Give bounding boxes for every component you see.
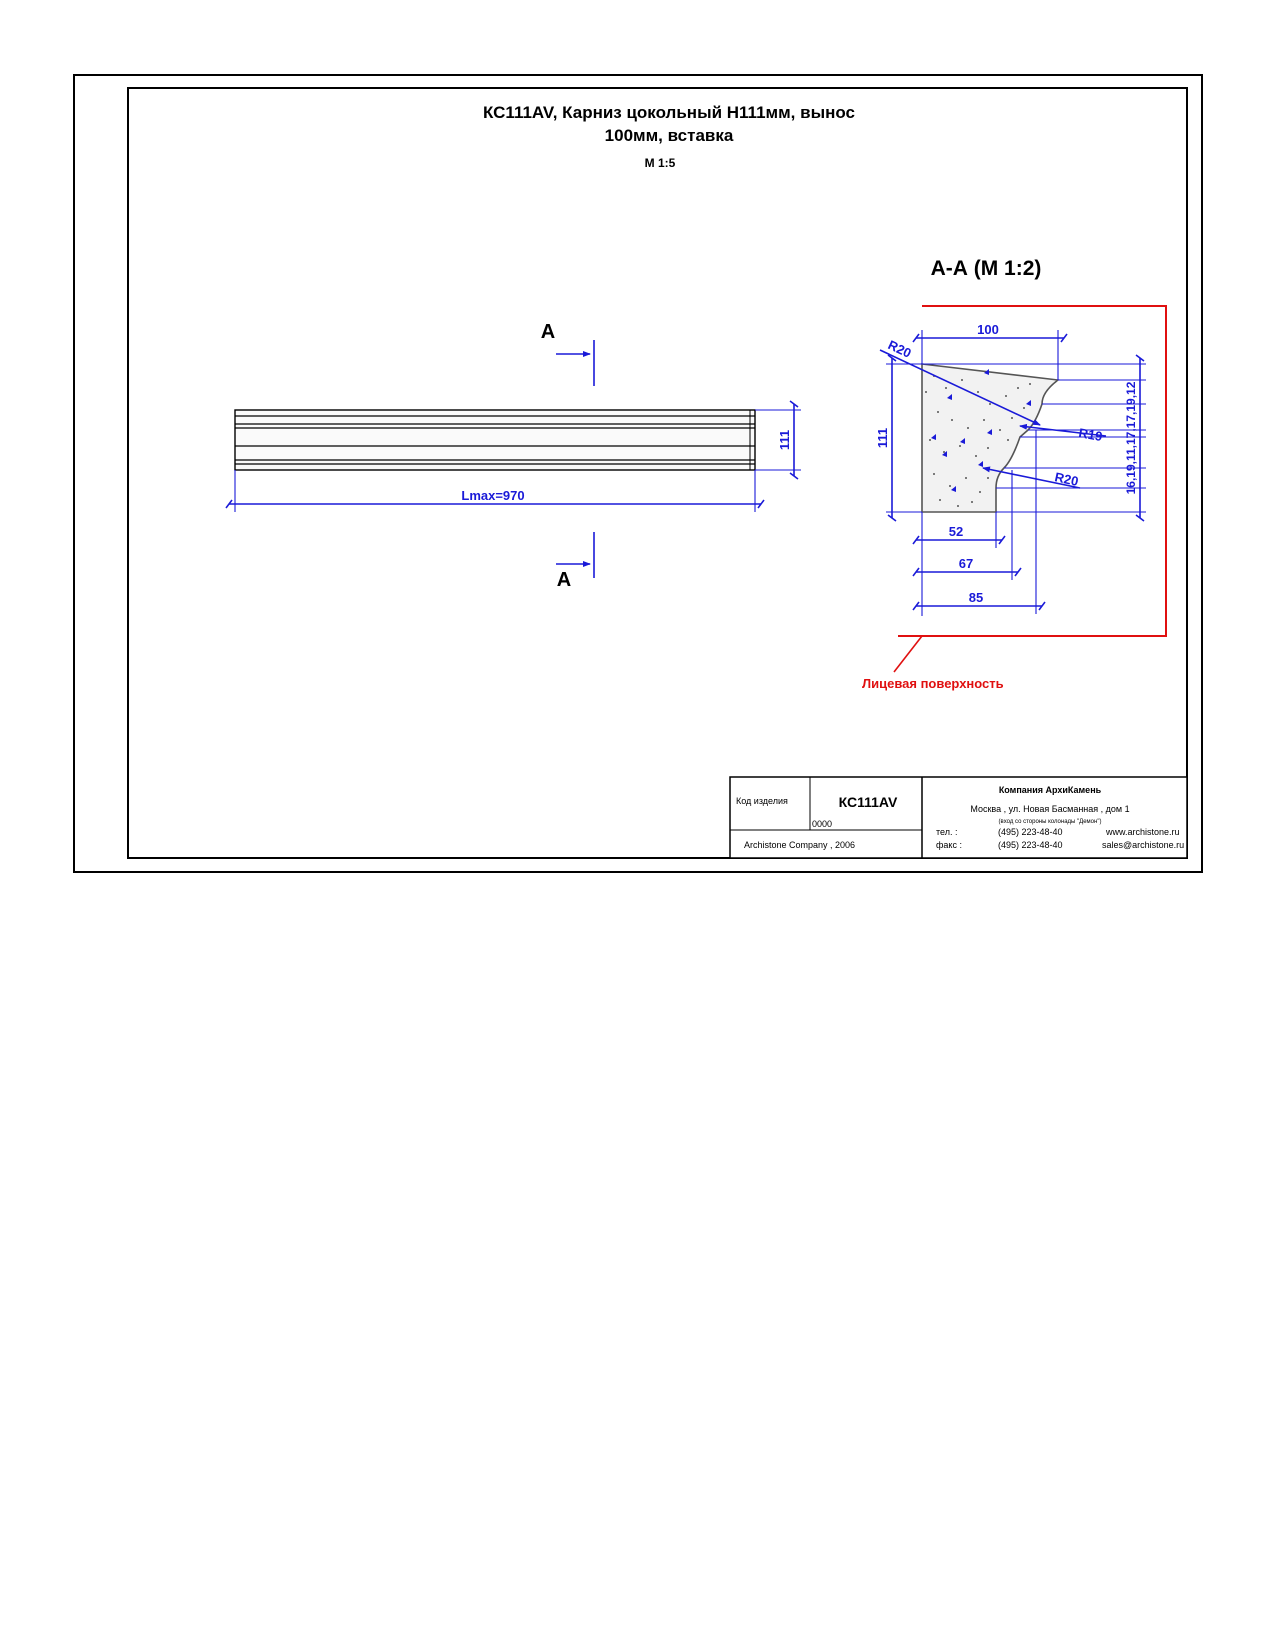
radius-middle-label: R19 bbox=[1077, 425, 1104, 445]
company-name: Компания АрхиКамень bbox=[998, 785, 1102, 795]
code-value: КС111AV bbox=[838, 794, 898, 810]
company-address: Москва , ул. Новая Басманная , дом 1 bbox=[970, 804, 1130, 814]
email-link[interactable]: sales@archistone.ru bbox=[1102, 840, 1185, 850]
inner-frame bbox=[128, 88, 1187, 858]
length-dimension-label: Lmax=970 bbox=[461, 488, 525, 503]
dim-85-label: 85 bbox=[968, 590, 984, 605]
dim-67-label: 67 bbox=[958, 556, 974, 571]
radius-top-label: R20 bbox=[885, 337, 914, 361]
height-dimension-label: 111 bbox=[777, 429, 792, 451]
copyright-text: Archistone Company , 2006 bbox=[744, 840, 856, 850]
section-mark-top: А bbox=[540, 321, 556, 343]
drawing-title-line1: КС111AV, Карниз цокольный Н111мм, вынос bbox=[483, 103, 855, 122]
company-address-note: (вход со стороны колонады "Демон") bbox=[998, 819, 1102, 825]
website-link[interactable]: www.archistone.ru bbox=[1106, 827, 1180, 837]
drawing-title-line2: 100мм, вставка bbox=[604, 126, 734, 145]
fax-value: (495) 223-48-40 bbox=[998, 840, 1063, 850]
front-view bbox=[229, 321, 801, 591]
radius-bottom-label: R20 bbox=[1053, 469, 1080, 489]
section-mark-bottom: А bbox=[556, 569, 572, 591]
face-leader bbox=[894, 636, 922, 672]
chain-dimension-label: 16,19,11,17,17,19,12 bbox=[1124, 381, 1138, 495]
section-view bbox=[862, 257, 1166, 691]
dim-52-label: 52 bbox=[948, 524, 964, 539]
title-block bbox=[730, 777, 1187, 858]
outer-frame bbox=[74, 75, 1202, 872]
phone-value: (495) 223-48-40 bbox=[998, 827, 1063, 837]
code-number: 0000 bbox=[812, 819, 833, 829]
face-label: Лицевая поверхность bbox=[862, 676, 1004, 691]
phone-label: тел. : bbox=[936, 827, 958, 837]
front-view-body bbox=[235, 410, 755, 470]
width-dimension-label: 100 bbox=[977, 322, 999, 337]
section-title: А-А (М 1:2) bbox=[930, 257, 1042, 280]
drawing-scale: М 1:5 bbox=[644, 156, 676, 170]
profile-height-label: 111 bbox=[875, 427, 890, 449]
code-label: Код изделия bbox=[736, 796, 788, 806]
profile-section bbox=[922, 364, 1058, 512]
fax-label: факс : bbox=[936, 840, 962, 850]
